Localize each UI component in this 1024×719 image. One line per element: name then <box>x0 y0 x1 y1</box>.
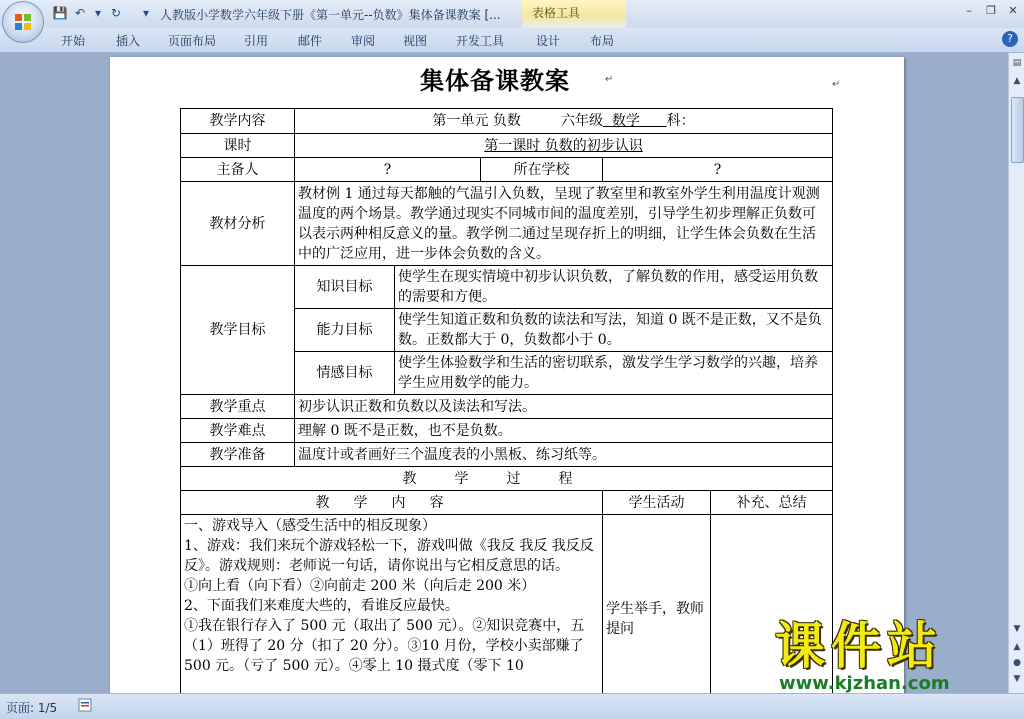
watermark-url: www.kjzhan.com <box>779 673 950 694</box>
table-row <box>181 266 833 309</box>
save-icon[interactable]: 💾 <box>52 6 68 20</box>
customize-qat-icon[interactable]: ▾ <box>142 6 150 20</box>
knowledge-goal-label: 知识目标 <box>295 266 395 309</box>
table-row <box>181 395 833 419</box>
tab-references[interactable]: 引用 <box>244 34 269 48</box>
office-logo-icon <box>14 13 32 31</box>
content-suffix: 科： <box>666 113 695 129</box>
content-subject: 数学 <box>611 113 640 129</box>
tab-view[interactable]: 视图 <box>403 34 428 48</box>
table-row <box>181 491 833 515</box>
scroll-up-icon[interactable]: ▲ <box>1013 76 1021 86</box>
knowledge-goal-text[interactable]: 使学生在现实情境中初步认识负数，了解负数的作用，感受运用负数的需要和方便。 <box>395 266 833 309</box>
title-bar <box>0 0 1024 28</box>
minimize-button[interactable]: – <box>966 4 972 17</box>
restore-button[interactable]: ❐ <box>986 4 996 17</box>
student-activity-cell[interactable]: 学生举手，教师提问 <box>603 515 711 694</box>
redo-icon[interactable]: ↻ <box>110 6 122 20</box>
body-line: ①我在银行存入了 500 元（取出了 500 元）。②知识竞赛中，五（1）班得了 20 分（扣了 20 分）。③10 月份，学校小卖部赚了 500 元。（亏了 500 元）。④零上 10 摄式度（零下 10 <box>184 618 585 674</box>
table-row <box>181 515 833 694</box>
undo-icon[interactable]: ↶ <box>74 6 86 20</box>
body-line: 1、游戏：我们来玩个游戏轻松一下，游戏叫做《我反 我反 我反反反》。游戏规则：老师说一句话，请你说出与它相反意思的话。 <box>184 538 594 574</box>
difficulty-text[interactable]: 理解 0 既不是正数，也不是负数。 <box>295 419 833 443</box>
body-line: ①向上看（向下看）②向前走 200 米（向后走 200 米） <box>184 578 536 594</box>
emotion-goal-text[interactable]: 使学生体验数学和生活的密切联系，激发学生学习数学的兴趣，培养学生应用数学的能力。 <box>395 352 833 395</box>
body-line: 一、游戏导入（感受生活中的相反现象） <box>184 518 436 534</box>
analysis-text[interactable]: 教材例 1 通过每天都触的气温引入负数，呈现了教室里和教室外学生利用温度计观测温度的两个场景。教学通过现实不同城市间的温度差别，引导学生初步理解正负数可以表示两种相反意义的量。教学例二通过呈现存折上的明细，让学生体会负数在生活中的广泛应用，进一步体会负数的含义。 <box>295 182 833 266</box>
table-row <box>181 109 833 134</box>
lead-teacher-value[interactable]: ? <box>295 158 481 182</box>
vertical-scrollbar[interactable] <box>1008 53 1024 693</box>
ribbon-tabs <box>0 28 1024 53</box>
watermark-title: 课件站 <box>775 617 943 675</box>
paragraph-mark: ↵ <box>832 79 841 90</box>
document-title: 人教版小学数学六年级下册《第一单元--负数》集体备课教案 [... <box>160 8 501 22</box>
table-row <box>181 134 833 158</box>
school-label: 所在学校 <box>481 158 603 182</box>
help-button[interactable]: ? <box>1002 31 1018 47</box>
undo-dropdown-icon[interactable]: ▾ <box>94 6 102 20</box>
table-row <box>181 419 833 443</box>
tab-layout[interactable]: 布局 <box>590 34 615 48</box>
tab-page-layout[interactable]: 页面布局 <box>168 34 217 48</box>
process-header: 教学过程 <box>181 467 833 491</box>
tab-mailings[interactable]: 邮件 <box>298 34 323 48</box>
lead-teacher-label: 主备人 <box>181 158 295 182</box>
preparation-label: 教学准备 <box>181 443 295 467</box>
school-value[interactable]: ? <box>603 158 833 182</box>
next-page-icon[interactable]: ▼ <box>1013 674 1021 684</box>
lesson-label: 课时 <box>181 134 295 158</box>
table-tools-label: 表格工具 <box>532 6 581 20</box>
key-point-label: 教学重点 <box>181 395 295 419</box>
tab-review[interactable]: 审阅 <box>351 34 376 48</box>
status-bar <box>0 693 1024 719</box>
ruler-toggle-icon[interactable]: ▤ <box>1012 58 1022 68</box>
column-header-activity: 学生活动 <box>603 491 711 515</box>
lesson-body[interactable] <box>181 515 603 694</box>
tab-insert[interactable]: 插入 <box>116 34 141 48</box>
scroll-down-icon[interactable]: ▼ <box>1013 624 1021 634</box>
tab-developer[interactable]: 开发工具 <box>456 34 505 48</box>
document-heading: 集体备课教案 <box>420 66 570 95</box>
document-workspace <box>0 53 1008 693</box>
tab-design[interactable]: 设计 <box>536 34 561 48</box>
scroll-thumb[interactable] <box>1011 97 1024 163</box>
document-page[interactable] <box>110 57 904 693</box>
key-point-text[interactable]: 初步认识正数和负数以及读法和写法。 <box>295 395 833 419</box>
table-row <box>181 443 833 467</box>
office-button[interactable] <box>2 1 44 43</box>
column-header-content: 教学内容 <box>181 491 603 515</box>
table-row <box>181 158 833 182</box>
ability-goal-text[interactable]: 使学生知道正数和负数的读法和写法，知道 0 既不是正数，又不是负数。正数都大于 0，负数都小于 0。 <box>395 309 833 352</box>
page-indicator[interactable]: 页面: 1/5 <box>6 701 58 715</box>
content-value-cell[interactable] <box>295 109 833 134</box>
previous-page-icon[interactable]: ▲ <box>1013 642 1021 652</box>
difficulty-label: 教学难点 <box>181 419 295 443</box>
table-row <box>181 182 833 266</box>
body-line: 2、下面我们来难度大些的，看谁反应最快。 <box>184 598 459 614</box>
content-grade: 六年级 <box>560 113 603 129</box>
paragraph-mark: ↵ <box>605 74 614 85</box>
close-button[interactable]: ✕ <box>1008 4 1018 17</box>
preparation-text[interactable]: 温度计或者画好三个温度表的小黑板、练习纸等。 <box>295 443 833 467</box>
lesson-value[interactable]: 第一课时 负数的初步认识 <box>295 134 833 158</box>
select-browse-object-icon[interactable]: ● <box>1013 658 1021 668</box>
content-label: 教学内容 <box>181 109 295 134</box>
lesson-plan-table <box>180 108 833 693</box>
ability-goal-label: 能力目标 <box>295 309 395 352</box>
table-row <box>181 467 833 491</box>
proofing-status-icon[interactable] <box>78 698 92 712</box>
goals-label: 教学目标 <box>181 266 295 395</box>
watermark <box>775 618 950 694</box>
analysis-label: 教材分析 <box>181 182 295 266</box>
content-unit: 第一单元 负数 <box>432 113 521 129</box>
emotion-goal-label: 情感目标 <box>295 352 395 395</box>
tab-home[interactable]: 开始 <box>61 34 86 48</box>
column-header-notes: 补充、总结 <box>711 491 833 515</box>
